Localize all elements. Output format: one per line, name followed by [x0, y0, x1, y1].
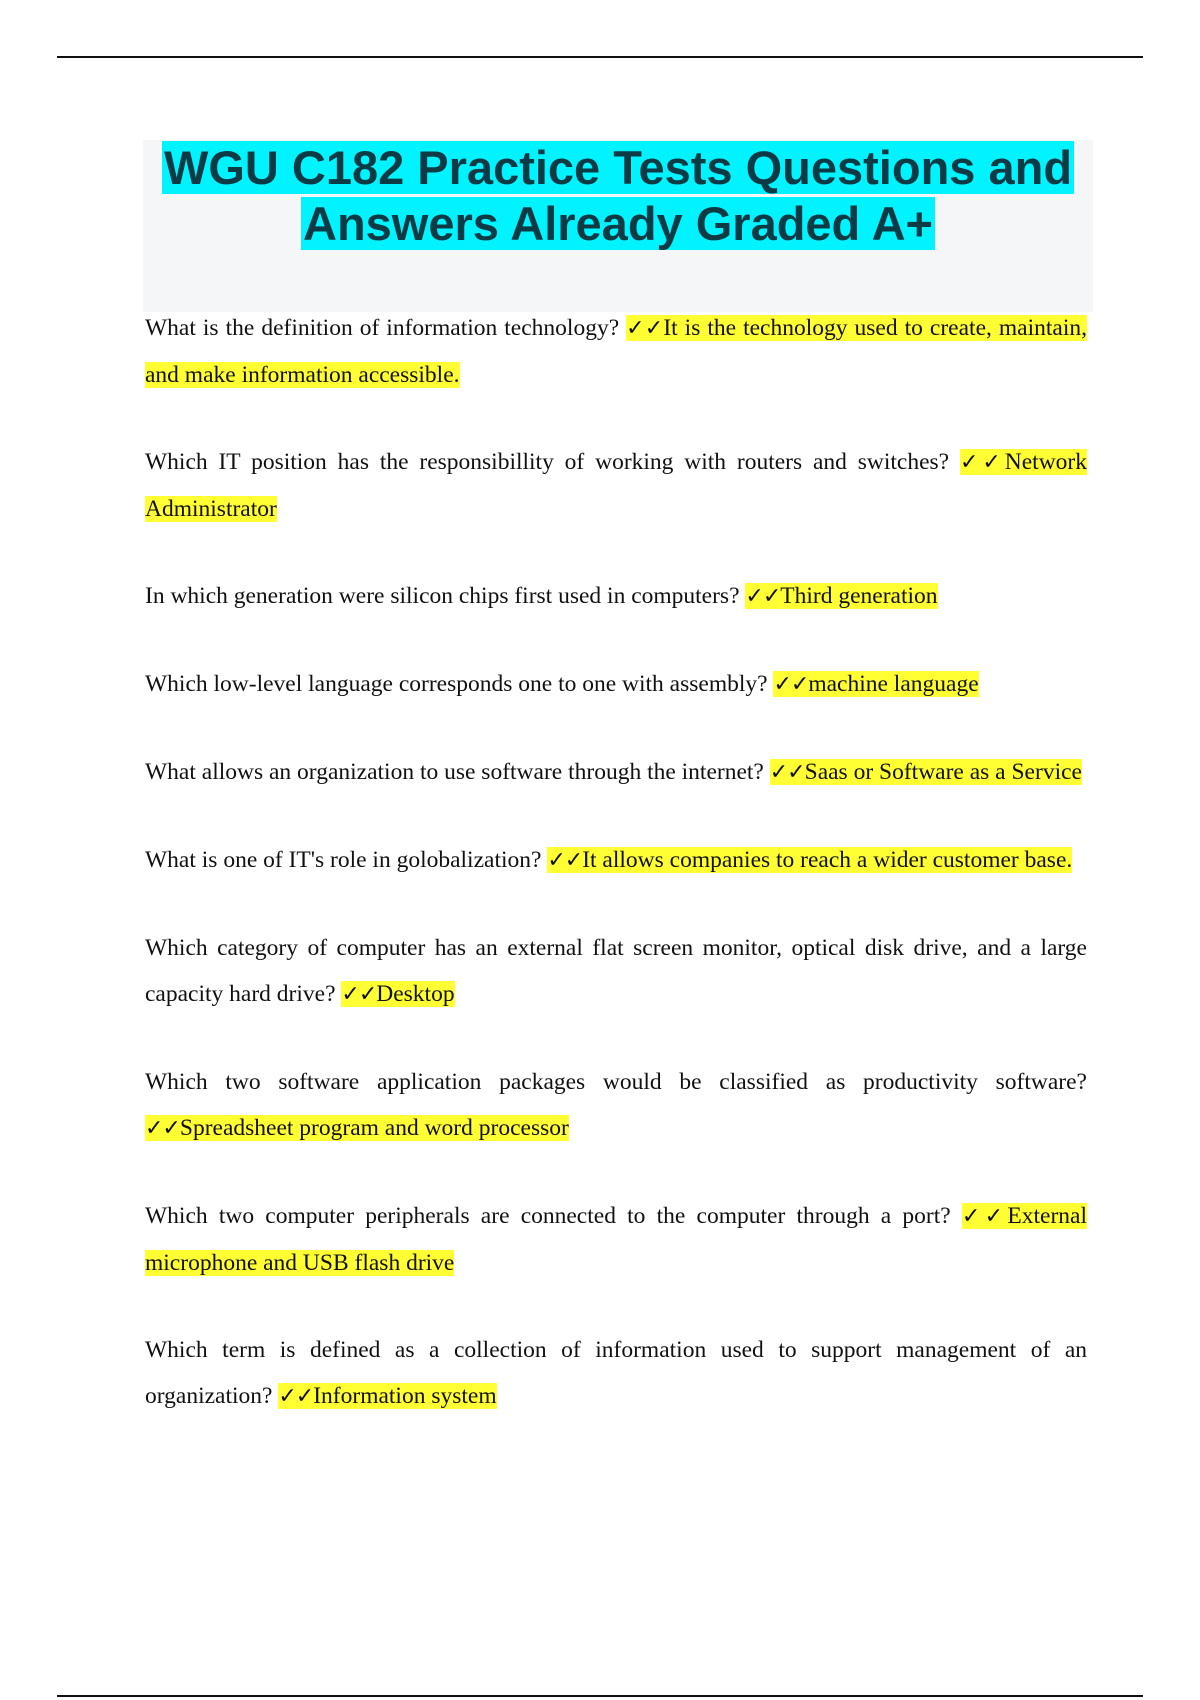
question-text: Which term is defined as a collection of information used to support management of an organization? — [145, 1337, 1087, 1409]
double-check-icon: ✓✓ — [773, 672, 809, 697]
document-title-line-1: WGU C182 Practice Tests Questions and — [163, 141, 1073, 194]
answer-text: Desktop — [376, 981, 455, 1007]
answer-text: It is the technology used to create, maintain, and make information accessible. — [145, 315, 1087, 388]
question-text: Which two software application packages would be classified as productivity software? — [145, 1069, 1087, 1095]
double-check-icon: ✓✓ — [769, 760, 805, 785]
header-rule — [57, 56, 1143, 58]
question-text: Which two computer peripherals are connected to the computer through a port? — [145, 1203, 951, 1229]
document-title-line-2: Answers Already Graded A+ — [303, 197, 933, 250]
double-check-icon: ✓✓ — [145, 1116, 180, 1141]
qa-item — [145, 439, 1087, 532]
title-banner — [143, 140, 1093, 312]
question-text: What is one of IT's role in golobalization? — [145, 847, 542, 873]
question-text: Which category of computer has an external flat screen monitor, optical disk drive, and a large capacity hard drive? — [145, 935, 1087, 1007]
answer-highlight — [770, 759, 1082, 785]
answer-text: Information system — [313, 1383, 497, 1409]
qa-item — [145, 1193, 1087, 1286]
double-check-icon: ✓✓ — [547, 848, 583, 873]
qa-list — [145, 305, 1087, 1461]
answer-text: Spreadsheet program and word processor — [179, 1115, 569, 1141]
answer-text: Network Administrator — [145, 449, 1087, 522]
double-check-icon: ✓✓ — [961, 1204, 1008, 1229]
qa-item — [145, 837, 1087, 884]
qa-item — [145, 925, 1087, 1018]
answer-highlight — [547, 847, 1072, 873]
answer-highlight — [773, 671, 978, 697]
question-text: Which low-level language corresponds one to one with assembly? — [145, 671, 768, 697]
double-check-icon: ✓✓ — [959, 450, 1005, 475]
question-text: What allows an organization to use software through the internet? — [145, 759, 764, 785]
answer-text: machine language — [808, 671, 979, 697]
double-check-icon: ✓✓ — [278, 1384, 314, 1409]
answer-text: It allows companies to reach a wider customer base. — [582, 847, 1073, 873]
answer-text: Third generation — [780, 583, 938, 609]
answer-highlight — [145, 1115, 569, 1141]
question-text: In which generation were silicon chips first used in computers? — [145, 583, 740, 609]
answer-text: Saas or Software as a Service — [804, 759, 1082, 785]
double-check-icon: ✓✓ — [626, 316, 664, 341]
question-text: What is the definition of information technology? — [145, 315, 620, 341]
footer-rule — [57, 1695, 1143, 1697]
qa-item — [145, 305, 1087, 398]
question-text: Which IT position has the responsibillity of working with routers and switches? — [145, 449, 950, 475]
double-check-icon: ✓✓ — [341, 982, 377, 1007]
qa-item — [145, 1327, 1087, 1420]
answer-text: External microphone and USB flash drive — [145, 1203, 1087, 1276]
double-check-icon: ✓✓ — [745, 584, 781, 609]
answer-highlight — [341, 981, 454, 1007]
qa-item — [145, 1059, 1087, 1152]
answer-highlight — [278, 1383, 496, 1409]
qa-item — [145, 661, 1087, 708]
qa-item — [145, 749, 1087, 796]
answer-highlight — [745, 583, 937, 609]
qa-item — [145, 573, 1087, 620]
